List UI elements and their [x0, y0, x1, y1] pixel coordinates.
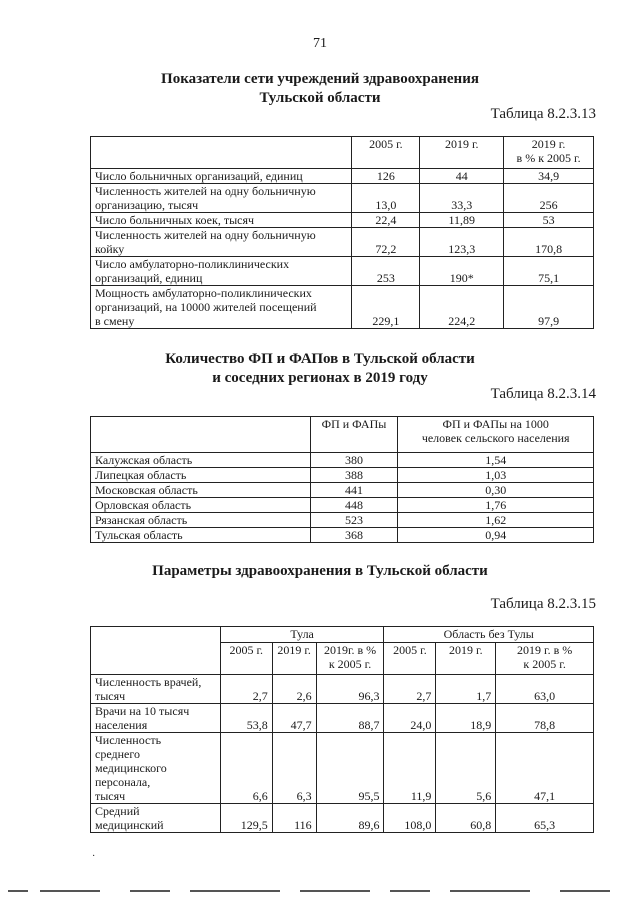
row-label	[91, 733, 221, 804]
section2-title	[0, 350, 640, 388]
table-row	[91, 704, 594, 733]
row-label: Число больничных коек, тысяч	[91, 213, 352, 228]
table3-header-tula-2019: 2019 г.	[272, 643, 316, 675]
table-row	[91, 513, 594, 528]
header-line: 2019 г. в %	[517, 643, 573, 657]
table3-header-tula-2005: 2005 г.	[220, 643, 272, 675]
row-label: Тульская область	[91, 528, 311, 543]
scan-artifact	[190, 890, 280, 892]
cell: 129,5	[220, 804, 272, 833]
table3-group-tula: Тула	[220, 627, 384, 643]
row-label: Калужская область	[91, 453, 311, 468]
cell-2005: 126	[352, 169, 420, 184]
cell: 60,8	[436, 804, 496, 833]
table2-header-count: ФП и ФАПы	[310, 417, 398, 453]
row-label: Московская область	[91, 483, 311, 498]
table3-group-region: Область без Тулы	[384, 627, 594, 643]
cell-count: 448	[310, 498, 398, 513]
table3	[90, 626, 594, 833]
cell-2005: 72,2	[352, 228, 420, 257]
table-row	[91, 498, 594, 513]
cell-per1000: 1,54	[398, 453, 594, 468]
row-label-line: Численность жителей на одну больничную	[95, 228, 316, 242]
cell: 78,8	[496, 704, 594, 733]
scan-artifact	[450, 890, 530, 892]
table3-header-empty	[91, 627, 221, 675]
cell-count: 523	[310, 513, 398, 528]
table2-header-per1000-line1: ФП и ФАПы на 1000	[442, 417, 549, 431]
row-label: Рязанская область	[91, 513, 311, 528]
table1-label: Таблица 8.2.3.13	[490, 106, 596, 122]
cell-pct: 53	[504, 213, 594, 228]
cell-2005: 22,4	[352, 213, 420, 228]
row-label-line: медицинского	[95, 761, 167, 775]
row-label	[91, 804, 221, 833]
table3-label: Таблица 8.2.3.15	[490, 596, 596, 612]
row-label-line: населения	[95, 718, 148, 732]
cell-per1000: 0,94	[398, 528, 594, 543]
section2-title-line2: и соседних регионах в 2019 году	[212, 370, 428, 386]
table-row	[91, 169, 594, 184]
cell: 1,7	[436, 675, 496, 704]
cell: 6,3	[272, 733, 316, 804]
cell-count: 441	[310, 483, 398, 498]
scan-artifact	[300, 890, 370, 892]
row-label: Липецкая область	[91, 468, 311, 483]
row-label-line: Численность врачей,	[95, 675, 202, 689]
table-row	[91, 257, 594, 286]
cell: 88,7	[316, 704, 384, 733]
row-label-line: персонала,	[95, 775, 151, 789]
cell: 47,1	[496, 733, 594, 804]
cell-pct: 256	[504, 184, 594, 213]
row-label-line: Врачи на 10 тысяч	[95, 704, 190, 718]
table1-header-2005: 2005 г.	[352, 137, 420, 169]
cell-per1000: 0,30	[398, 483, 594, 498]
row-label	[91, 257, 352, 286]
cell-2019: 224,2	[420, 286, 504, 329]
scan-artifact	[560, 890, 610, 892]
cell: 24,0	[384, 704, 436, 733]
table-row	[91, 804, 594, 833]
cell: 89,6	[316, 804, 384, 833]
section1-title-line1: Показатели сети учреждений здравоохранения	[161, 71, 479, 87]
table2-header-empty	[91, 417, 311, 453]
row-label-line: Средний	[95, 804, 140, 818]
table-row	[91, 213, 594, 228]
cell: 53,8	[220, 704, 272, 733]
table1-header-empty	[91, 137, 352, 169]
row-label-line: тысяч	[95, 789, 126, 803]
cell-per1000: 1,62	[398, 513, 594, 528]
table1-header-pct	[504, 137, 594, 169]
cell: 63,0	[496, 675, 594, 704]
row-label-line: организацию, тысяч	[95, 198, 199, 212]
row-label: Число больничных организаций, единиц	[91, 169, 352, 184]
cell-pct: 75,1	[504, 257, 594, 286]
table2	[90, 416, 594, 543]
row-label-line: организаций, на 10000 жителей посещений	[95, 300, 317, 314]
cell-2019: 123,3	[420, 228, 504, 257]
scan-artifact	[390, 890, 430, 892]
page-number: 71	[313, 36, 327, 51]
table3-header-region-2005: 2005 г.	[384, 643, 436, 675]
table3-header-tula-pct	[316, 643, 384, 675]
cell-pct: 170,8	[504, 228, 594, 257]
table1-header	[91, 137, 594, 169]
scan-artifact	[130, 890, 170, 892]
cell: 5,6	[436, 733, 496, 804]
table3-header-region-2019: 2019 г.	[436, 643, 496, 675]
row-label	[91, 675, 221, 704]
row-label-line: тысяч	[95, 689, 126, 703]
cell: 116	[272, 804, 316, 833]
cell: 2,7	[384, 675, 436, 704]
table1-header-pct-line2: в % к 2005 г.	[516, 151, 581, 165]
table1-header-pct-line1: 2019 г.	[531, 137, 566, 151]
row-label-line: Число амбулаторно-поликлинических	[95, 257, 290, 271]
row-label-line: медицинский	[95, 818, 164, 832]
cell: 6,6	[220, 733, 272, 804]
cell-2005: 13,0	[352, 184, 420, 213]
cell: 95,5	[316, 733, 384, 804]
table2-header-per1000	[398, 417, 594, 453]
cell-2019: 190*	[420, 257, 504, 286]
row-label	[91, 704, 221, 733]
cell-2019: 33,3	[420, 184, 504, 213]
section3-title: Параметры здравоохранения в Тульской области	[152, 563, 488, 579]
table-row	[91, 184, 594, 213]
cell: 2,6	[272, 675, 316, 704]
cell: 65,3	[496, 804, 594, 833]
cell: 96,3	[316, 675, 384, 704]
row-label-line: организаций, единиц	[95, 271, 203, 285]
table1-header-2019: 2019 г.	[420, 137, 504, 169]
cell: 11,9	[384, 733, 436, 804]
cell: 18,9	[436, 704, 496, 733]
table-row	[91, 228, 594, 257]
table3-header-region-pct	[496, 643, 594, 675]
cell-per1000: 1,03	[398, 468, 594, 483]
header-line: к 2005 г.	[523, 657, 566, 671]
scan-mark: ·	[92, 851, 96, 862]
section1-title-line2: Тульской области	[259, 90, 381, 106]
cell-2019: 11,89	[420, 213, 504, 228]
cell: 2,7	[220, 675, 272, 704]
cell-count: 380	[310, 453, 398, 468]
row-label-line: среднего	[95, 747, 140, 761]
row-label	[91, 184, 352, 213]
table-row	[91, 733, 594, 804]
cell-pct: 34,9	[504, 169, 594, 184]
row-label-line: койку	[95, 242, 125, 256]
cell: 47,7	[272, 704, 316, 733]
table-row	[91, 483, 594, 498]
cell-pct: 97,9	[504, 286, 594, 329]
table2-header-per1000-line2: человек сельского населения	[421, 431, 570, 445]
scan-artifact	[8, 890, 28, 892]
row-label-line: в смену	[95, 314, 135, 328]
table3-group-header	[91, 627, 594, 643]
table-row	[91, 675, 594, 704]
table-row	[91, 453, 594, 468]
cell-2019: 44	[420, 169, 504, 184]
row-label: Орловская область	[91, 498, 311, 513]
row-label-line: Мощность амбулаторно-поликлинических	[95, 286, 312, 300]
section2-title-line1: Количество ФП и ФАПов в Тульской области	[165, 351, 475, 367]
table-row	[91, 528, 594, 543]
table-row	[91, 468, 594, 483]
cell-2005: 229,1	[352, 286, 420, 329]
table2-label: Таблица 8.2.3.14	[490, 386, 596, 402]
table1	[90, 136, 594, 329]
cell: 108,0	[384, 804, 436, 833]
section1-title	[0, 70, 640, 108]
scan-artifact	[40, 890, 100, 892]
scan-bottom-edge	[0, 888, 640, 894]
table2-header	[91, 417, 594, 453]
cell-count: 388	[310, 468, 398, 483]
row-label	[91, 286, 352, 329]
header-line: к 2005 г.	[328, 657, 372, 671]
header-line: 2019г. в %	[323, 643, 377, 657]
cell-count: 368	[310, 528, 398, 543]
row-label-line: Численность	[95, 733, 162, 747]
cell-2005: 253	[352, 257, 420, 286]
row-label-line: Численность жителей на одну больничную	[95, 184, 316, 198]
cell-per1000: 1,76	[398, 498, 594, 513]
row-label	[91, 228, 352, 257]
table-row	[91, 286, 594, 329]
